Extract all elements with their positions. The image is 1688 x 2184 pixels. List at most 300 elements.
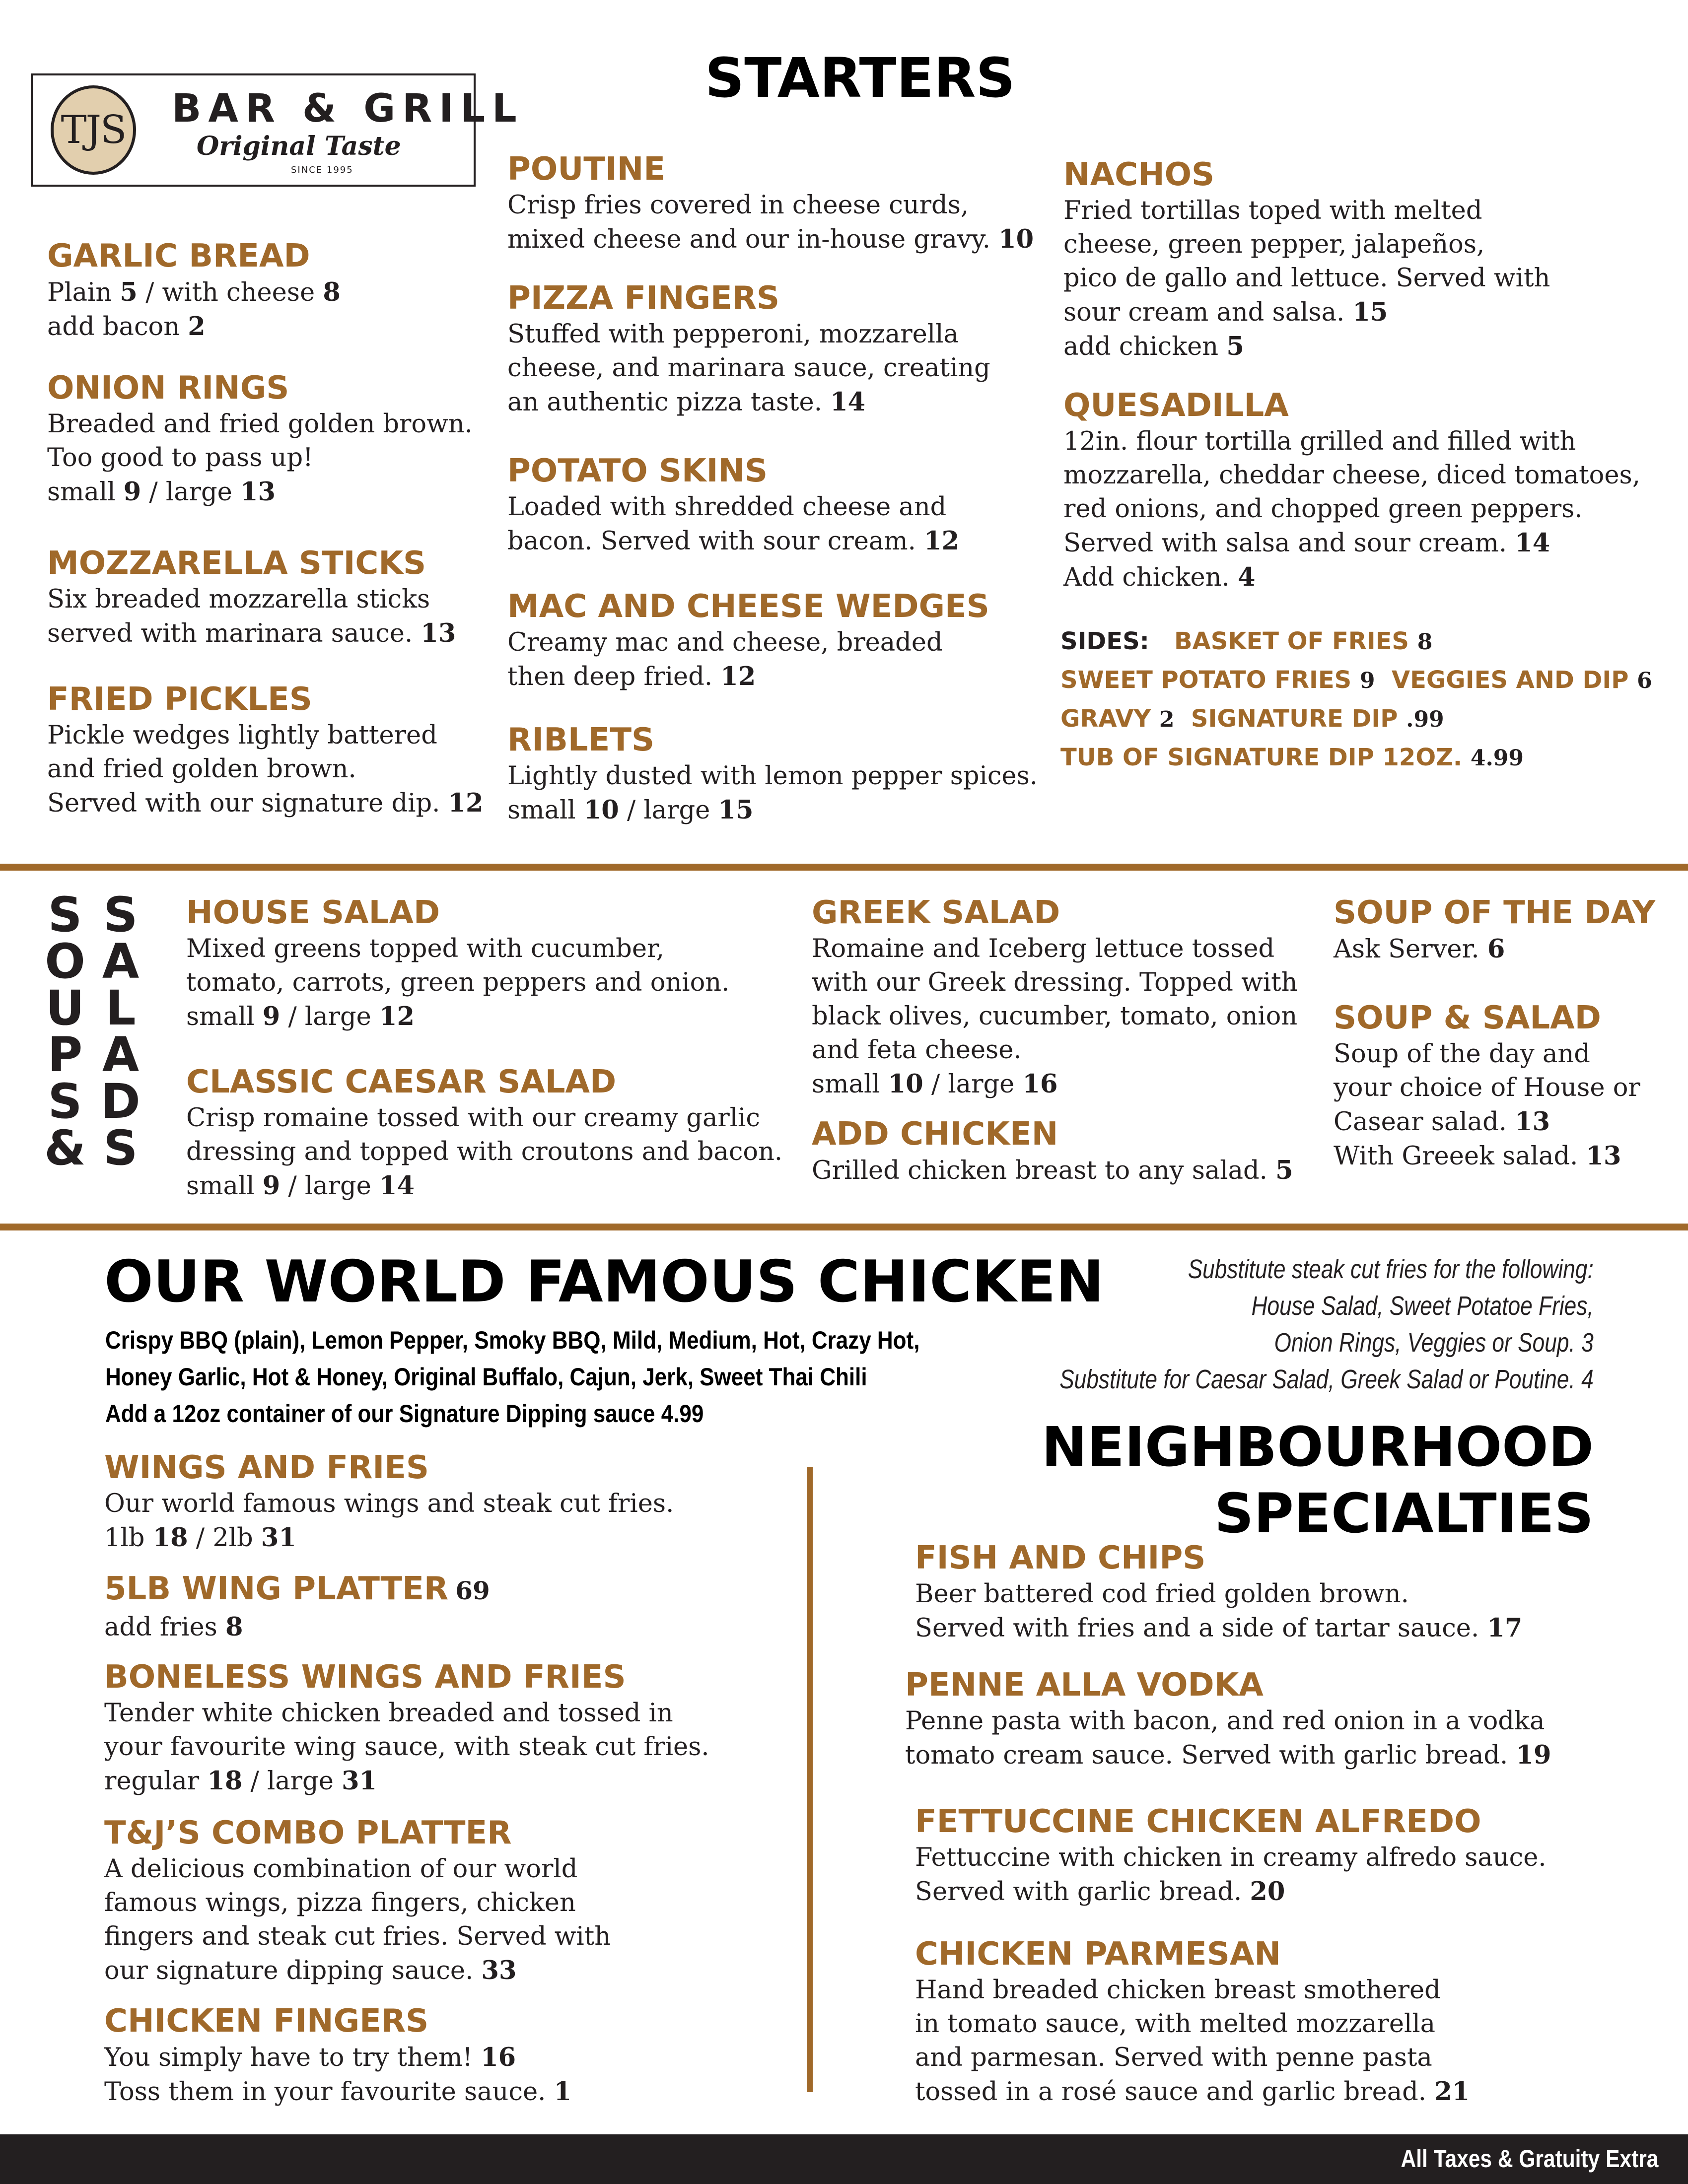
item-text: Stuffed with pepperoni, mozzarella xyxy=(507,320,959,349)
item-description-line xyxy=(186,932,729,966)
vertical-letter: S xyxy=(103,1120,138,1176)
menu-item xyxy=(1063,386,1640,595)
menu-item xyxy=(104,2002,571,2109)
item-text: black olives, cucumber, tomato, onion xyxy=(812,1002,1298,1031)
item-text: Lightly dusted with lemon pepper spices. xyxy=(507,761,1038,791)
item-text: Served with fries and a side of tartar sauce. xyxy=(915,1614,1487,1643)
item-name-text: ADD CHICKEN xyxy=(812,1116,1058,1153)
item-name-text: POUTINE xyxy=(507,151,666,188)
menu-item xyxy=(507,452,959,558)
item-description-line xyxy=(104,1610,490,1644)
item-text: small xyxy=(47,478,124,507)
item-name-text: GREEK SALAD xyxy=(812,894,1060,931)
item-name xyxy=(104,1658,709,1697)
logo-since: SINCE 1995 xyxy=(291,165,353,175)
menu-item xyxy=(47,369,473,509)
menu-item xyxy=(47,544,456,651)
item-description-line xyxy=(1063,262,1550,295)
item-name-text: POTATO SKINS xyxy=(507,453,768,489)
item-text: add fries xyxy=(104,1613,226,1642)
item-description-line xyxy=(47,719,484,752)
item-text: Plain xyxy=(47,278,120,307)
item-description-line xyxy=(905,1705,1551,1738)
item-text: Served with garlic bread. xyxy=(915,1877,1250,1907)
item-description-line xyxy=(1063,330,1550,364)
item-price: 21 xyxy=(1434,2077,1470,2107)
item-name-text: SOUP & SALAD xyxy=(1334,1000,1601,1036)
item-description-line xyxy=(104,1521,674,1555)
item-text: Toss them in your favourite sauce. xyxy=(104,2077,554,2107)
vertical-letter: D xyxy=(101,1074,141,1129)
logo-tagline: Original Taste xyxy=(197,131,401,161)
item-description-line xyxy=(1063,228,1550,262)
item-price: 69 xyxy=(455,1576,490,1605)
menu-item xyxy=(47,237,341,344)
item-text: Breaded and fried golden brown. xyxy=(47,410,473,439)
vertical-letter: A xyxy=(102,1027,140,1083)
item-price: 20 xyxy=(1250,1877,1285,1907)
item-price: 9 xyxy=(262,1002,281,1031)
item-description-line xyxy=(47,583,456,616)
item-text: tomato cream sauce. Served with garlic bread. xyxy=(905,1741,1516,1770)
side-name: VEGGIES AND DIP xyxy=(1391,666,1629,694)
item-description-line xyxy=(915,2075,1470,2109)
item-description-line xyxy=(507,385,990,419)
item-description-line xyxy=(104,1852,611,1886)
item-description-line xyxy=(507,189,1034,222)
item-name-text: QUESADILLA xyxy=(1063,387,1289,424)
item-name xyxy=(47,544,456,583)
item-name-text: FRIED PICKLES xyxy=(47,681,312,718)
item-name xyxy=(104,1814,611,1852)
vertical-title-salads xyxy=(98,887,143,1176)
item-price: 9 xyxy=(262,1171,281,1201)
item-text: and parmesan. Served with penne pasta xyxy=(915,2043,1432,2072)
flavor-line: Add a 12oz container of our Signature Dipping sauce 4.99 xyxy=(105,1400,704,1428)
item-text: You simply have to try them! xyxy=(104,2043,481,2072)
vertical-title-soups xyxy=(43,887,87,1176)
item-text: Beer battered cod fried golden brown. xyxy=(915,1579,1409,1609)
item-description-line xyxy=(104,1730,709,1764)
item-price: 9 xyxy=(123,477,141,507)
item-text: small xyxy=(186,1002,263,1031)
item-description-line xyxy=(104,1886,611,1920)
specialties-title-line: SPECIALTIES xyxy=(1214,1482,1594,1545)
item-description-line xyxy=(1334,1037,1640,1071)
item-description-line xyxy=(507,759,1038,793)
item-description-line xyxy=(104,1764,709,1798)
item-name-text: 5LB WING PLATTER xyxy=(104,1570,449,1607)
item-price: 19 xyxy=(1516,1740,1551,1770)
item-description-line xyxy=(915,1577,1522,1611)
item-text: / 2lb xyxy=(188,1523,261,1553)
item-text: Mixed greens topped with cucumber, xyxy=(186,934,664,963)
menu-item xyxy=(915,1802,1547,1909)
side-price: 4.99 xyxy=(1470,746,1524,771)
item-text: Fettuccine with chicken in creamy alfredo sauce. xyxy=(915,1843,1547,1872)
item-name xyxy=(812,1115,1293,1154)
item-description-line xyxy=(186,1169,782,1203)
item-text: add bacon xyxy=(47,312,188,341)
side-name: BASKET OF FRIES xyxy=(1174,627,1409,655)
item-text: bacon. Served with sour cream. xyxy=(507,527,924,556)
item-description-line xyxy=(1063,295,1550,330)
substitution-line: Substitute steak cut fries for the following: xyxy=(1188,1254,1594,1284)
item-text: Casear salad. xyxy=(1334,1107,1515,1137)
side-name: TUB OF SIGNATURE DIP 12OZ. xyxy=(1060,744,1463,771)
item-text: Served with salsa and sour cream. xyxy=(1063,529,1515,558)
item-price: 8 xyxy=(225,1612,243,1642)
item-description-line xyxy=(47,786,484,820)
item-name xyxy=(47,680,484,719)
item-description-line xyxy=(915,1841,1547,1875)
item-text: Served with our signature dip. xyxy=(47,789,448,818)
item-price: 2 xyxy=(188,312,206,341)
item-description-line xyxy=(915,1611,1522,1645)
side-price: 6 xyxy=(1637,668,1652,693)
vertical-letter: & xyxy=(44,1120,86,1176)
side-name: SIGNATURE DIP xyxy=(1191,705,1398,733)
vertical-letter: S xyxy=(48,887,82,943)
item-text: Pickle wedges lightly battered xyxy=(47,721,437,750)
logo-initials: TJS xyxy=(61,108,126,152)
item-price: 13 xyxy=(1586,1141,1621,1171)
substitution-line: Onion Rings, Veggies or Soup. 3 xyxy=(1274,1328,1594,1358)
section-divider xyxy=(0,864,1688,871)
item-text: small xyxy=(186,1171,263,1201)
item-text: A delicious combination of our world xyxy=(104,1854,578,1884)
item-description-line xyxy=(1334,1105,1640,1139)
item-text: Tender white chicken breaded and tossed in xyxy=(104,1699,673,1728)
item-text: / large xyxy=(280,1171,380,1201)
sides-label: SIDES: xyxy=(1060,627,1149,655)
item-name xyxy=(915,1802,1547,1841)
vertical-letter: S xyxy=(103,887,138,943)
item-name xyxy=(915,1935,1470,1974)
sides-line xyxy=(1060,704,1444,735)
logo-emblem xyxy=(51,85,136,175)
item-description-line xyxy=(1334,1139,1640,1173)
item-text: in tomato sauce, with melted mozzarella xyxy=(915,2009,1436,2039)
footer-note: All Taxes & Gratuity Extra xyxy=(1401,2145,1658,2173)
item-text: mozzarella, cheddar cheese, diced tomatoes, xyxy=(1063,461,1640,490)
item-description-line xyxy=(1063,459,1640,492)
item-name-text: ONION RINGS xyxy=(47,370,289,407)
item-price: 13 xyxy=(421,618,456,648)
item-description-line xyxy=(47,275,341,310)
item-text: / large xyxy=(141,478,241,507)
menu-item xyxy=(507,279,990,419)
menu-item xyxy=(186,893,729,1034)
logo xyxy=(31,73,524,187)
chicken-title: OUR WORLD FAMOUS CHICKEN xyxy=(104,1248,1104,1315)
item-price: 10 xyxy=(998,224,1034,254)
item-text: our signature dipping sauce. xyxy=(104,1956,482,1985)
menu-item xyxy=(104,1570,490,1644)
starters-title: STARTERS xyxy=(705,46,1015,110)
item-description-line xyxy=(812,1154,1293,1188)
item-text: add chicken xyxy=(1063,332,1227,361)
item-text: / large xyxy=(923,1070,1023,1099)
flavor-line: Honey Garlic, Hot & Honey, Original Buffalo, Cajun, Jerk, Sweet Thai Chili xyxy=(105,1363,867,1391)
item-text: Penne pasta with bacon, and red onion in a vodka xyxy=(905,1706,1545,1736)
item-text: then deep fried. xyxy=(507,662,721,691)
item-text: Grilled chicken breast to any salad. xyxy=(812,1156,1276,1185)
item-description-line xyxy=(47,408,473,441)
menu-item xyxy=(507,587,989,694)
item-description-line xyxy=(104,1954,611,1988)
item-text: small xyxy=(507,796,584,825)
sides-line xyxy=(1060,665,1652,696)
item-name-text: SOUP OF THE DAY xyxy=(1334,894,1656,931)
side-price: 2 xyxy=(1159,707,1175,732)
menu-item xyxy=(186,1063,782,1203)
item-name xyxy=(915,1539,1522,1577)
item-name-text: GARLIC BREAD xyxy=(47,238,310,274)
item-description-line xyxy=(186,966,729,1000)
menu-item xyxy=(915,1935,1470,2109)
item-name xyxy=(104,1448,674,1487)
item-price: 15 xyxy=(718,795,754,825)
item-price: 1 xyxy=(554,2077,572,2107)
item-description-line xyxy=(915,2041,1470,2075)
vertical-letter: S xyxy=(48,1074,82,1129)
item-price: 13 xyxy=(1515,1107,1550,1137)
item-name-text: MAC AND CHEESE WEDGES xyxy=(507,588,989,625)
item-name xyxy=(1063,386,1640,425)
item-description-line xyxy=(507,660,989,694)
item-text: dressing and topped with croutons and bacon. xyxy=(186,1137,783,1166)
side-name: GRAVY xyxy=(1060,705,1151,733)
menu-item xyxy=(104,1448,674,1555)
item-name-text: PIZZA FINGERS xyxy=(507,280,780,317)
item-text: / large xyxy=(619,796,718,825)
item-price: 13 xyxy=(240,477,276,507)
item-price: 8 xyxy=(323,277,341,307)
item-name xyxy=(507,279,990,318)
item-text: cheese, green pepper, jalapeños, xyxy=(1063,230,1485,259)
menu-item xyxy=(915,1539,1522,1645)
item-text: small xyxy=(812,1070,888,1099)
item-description-line xyxy=(104,2041,571,2075)
vertical-letter: L xyxy=(105,980,136,1036)
item-name-text: MOZZARELLA STICKS xyxy=(47,545,426,582)
item-description-line xyxy=(915,2007,1470,2041)
item-text: 1lb xyxy=(104,1523,153,1553)
item-name-text: BONELESS WINGS AND FRIES xyxy=(104,1659,626,1696)
item-text: regular xyxy=(104,1767,208,1796)
item-name-text: HOUSE SALAD xyxy=(186,894,440,931)
logo-name: BAR & GRILL xyxy=(172,86,524,131)
item-price: 16 xyxy=(481,2043,516,2072)
item-text: your favourite wing sauce, with steak cut fries. xyxy=(104,1732,709,1762)
item-name xyxy=(104,2002,571,2041)
section-divider xyxy=(0,1224,1688,1230)
item-price: 12 xyxy=(720,662,756,691)
item-description-line xyxy=(507,490,959,524)
item-text: tossed in a rosé sauce and garlic bread. xyxy=(915,2077,1435,2107)
item-name-text: CHICKEN FINGERS xyxy=(104,2003,429,2040)
vertical-letter: U xyxy=(46,980,84,1036)
item-description-line xyxy=(47,475,473,509)
item-text: fingers and steak cut fries. Served with xyxy=(104,1922,611,1951)
item-price: 5 xyxy=(1226,332,1244,361)
item-name xyxy=(1334,999,1640,1037)
item-description-line xyxy=(1334,932,1655,966)
item-description-line xyxy=(1063,425,1640,459)
item-description-line xyxy=(507,318,990,351)
item-text: red onions, and chopped green peppers. xyxy=(1063,494,1583,524)
item-text: an authentic pizza taste. xyxy=(507,388,831,417)
item-description-line xyxy=(812,966,1297,1000)
item-text: Soup of the day and xyxy=(1334,1039,1590,1069)
item-price: 4 xyxy=(1237,562,1256,592)
item-description-line xyxy=(507,626,989,660)
item-text: served with marinara sauce. xyxy=(47,619,421,648)
item-price: 10 xyxy=(583,795,619,825)
item-name-text: RIBLETS xyxy=(507,722,655,758)
item-description-line xyxy=(1063,560,1640,595)
item-text: with our Greek dressing. Topped with xyxy=(812,968,1298,997)
item-text: your choice of House or xyxy=(1334,1073,1640,1102)
flavor-list xyxy=(105,1322,919,1432)
item-description-line xyxy=(812,1000,1297,1033)
item-description-line xyxy=(186,1000,729,1034)
item-description-line xyxy=(915,1875,1547,1909)
item-description-line xyxy=(507,793,1038,827)
substitution-line: Substitute for Caesar Salad, Greek Salad or Poutine. 4 xyxy=(1059,1365,1594,1394)
item-text: mixed cheese and our in-house gravy. xyxy=(507,225,999,254)
menu-item xyxy=(104,1814,611,1988)
item-text: / large xyxy=(242,1767,342,1796)
side-name: SWEET POTATO FRIES xyxy=(1060,666,1352,694)
item-name-text: CHICKEN PARMESAN xyxy=(915,1936,1281,1973)
item-text: Fried tortillas toped with melted xyxy=(1063,196,1482,225)
item-text: / large xyxy=(280,1002,380,1031)
item-price: 18 xyxy=(152,1523,188,1553)
item-price: 31 xyxy=(342,1766,377,1796)
item-description-line xyxy=(47,752,484,786)
item-price: 17 xyxy=(1487,1613,1523,1643)
side-price: 9 xyxy=(1359,668,1375,693)
item-text: and fried golden brown. xyxy=(47,754,356,784)
item-text: Hand breaded chicken breast smothered xyxy=(915,1976,1441,2005)
item-description-line xyxy=(104,1487,674,1521)
sides-line xyxy=(1060,626,1432,657)
item-price: 33 xyxy=(481,1956,517,1985)
flavor-line: Crispy BBQ (plain), Lemon Pepper, Smoky BBQ, Mild, Medium, Hot, Crazy Hot, xyxy=(105,1326,920,1354)
item-description-line xyxy=(47,310,341,344)
item-text: Our world famous wings and steak cut fries. xyxy=(104,1489,674,1518)
item-description-line xyxy=(47,441,473,475)
item-description-line xyxy=(507,524,959,558)
menu-item xyxy=(1334,999,1640,1173)
item-name-text: CLASSIC CAESAR SALAD xyxy=(186,1064,617,1100)
item-text: pico de gallo and lettuce. Served with xyxy=(1063,264,1550,293)
item-text: Loaded with shredded cheese and xyxy=(507,492,947,522)
item-price: 14 xyxy=(830,387,866,417)
item-text: Crisp romaine tossed with our creamy garlic xyxy=(186,1103,760,1133)
side-price: .99 xyxy=(1406,707,1444,732)
item-text: With Greeek salad. xyxy=(1334,1142,1586,1171)
specialties-title xyxy=(1042,1414,1594,1547)
item-name xyxy=(186,1063,782,1101)
item-name-text: PENNE ALLA VODKA xyxy=(905,1667,1264,1704)
item-description-line xyxy=(47,616,456,651)
substitution-line: House Salad, Sweet Potatoe Fries, xyxy=(1251,1291,1594,1321)
item-price: 31 xyxy=(261,1523,296,1553)
item-text: Add chicken. xyxy=(1063,563,1238,592)
item-name xyxy=(47,237,341,275)
item-name-text: T&J’S COMBO PLATTER xyxy=(104,1815,512,1851)
item-description-line xyxy=(104,1920,611,1954)
item-price: 12 xyxy=(379,1002,415,1031)
item-name xyxy=(1334,893,1655,932)
item-description-line xyxy=(1334,1071,1640,1105)
item-text: sour cream and salsa. xyxy=(1063,298,1353,327)
item-price: 14 xyxy=(379,1171,415,1201)
item-text: Ask Server. xyxy=(1334,935,1487,964)
item-price: 12 xyxy=(448,788,484,818)
vertical-letter: P xyxy=(47,1027,83,1083)
item-description-line xyxy=(905,1738,1551,1773)
item-price: 14 xyxy=(1515,528,1550,558)
item-name xyxy=(507,721,1038,759)
item-description-line xyxy=(186,1135,782,1169)
item-price: 6 xyxy=(1487,934,1505,964)
item-price: 5 xyxy=(1275,1156,1293,1185)
item-description-line xyxy=(812,932,1297,966)
item-name xyxy=(507,452,959,490)
item-price: 10 xyxy=(888,1069,923,1099)
item-name xyxy=(47,369,473,408)
substitution-note xyxy=(1059,1251,1594,1398)
item-description-line xyxy=(104,2075,571,2109)
item-description-line xyxy=(1063,492,1640,526)
item-name-text: FETTUCCINE CHICKEN ALFREDO xyxy=(915,1803,1481,1840)
item-description-line xyxy=(507,351,990,385)
item-text: Creamy mac and cheese, breaded xyxy=(507,628,943,657)
item-description-line xyxy=(104,1697,709,1730)
item-text: Crisp fries covered in cheese curds, xyxy=(507,191,969,220)
item-text: / with cheese xyxy=(137,278,323,307)
item-description-line xyxy=(507,222,1034,257)
menu-item xyxy=(812,893,1297,1101)
menu-item xyxy=(1334,893,1655,966)
menu-item xyxy=(507,721,1038,827)
menu-item xyxy=(812,1115,1293,1188)
sides-line xyxy=(1060,743,1524,773)
item-name xyxy=(812,893,1297,932)
item-text: Romaine and Iceberg lettuce tossed xyxy=(812,934,1275,963)
item-text: Six breaded mozzarella sticks xyxy=(47,585,430,614)
vertical-letter: A xyxy=(102,934,140,989)
footer-bar xyxy=(0,2134,1688,2184)
item-name xyxy=(507,587,989,626)
item-description-line xyxy=(812,1033,1297,1067)
item-text: cheese, and marinara sauce, creating xyxy=(507,353,990,383)
item-text: Too good to pass up! xyxy=(47,443,313,473)
item-text: and feta cheese. xyxy=(812,1035,1022,1065)
item-price: 15 xyxy=(1352,297,1388,327)
item-name-text: WINGS AND FRIES xyxy=(104,1449,429,1486)
side-price: 8 xyxy=(1417,629,1433,655)
item-name xyxy=(1063,155,1550,194)
item-name xyxy=(186,893,729,932)
item-name xyxy=(104,1570,490,1610)
item-description-line xyxy=(1063,194,1550,228)
item-name-text: NACHOS xyxy=(1063,156,1215,193)
